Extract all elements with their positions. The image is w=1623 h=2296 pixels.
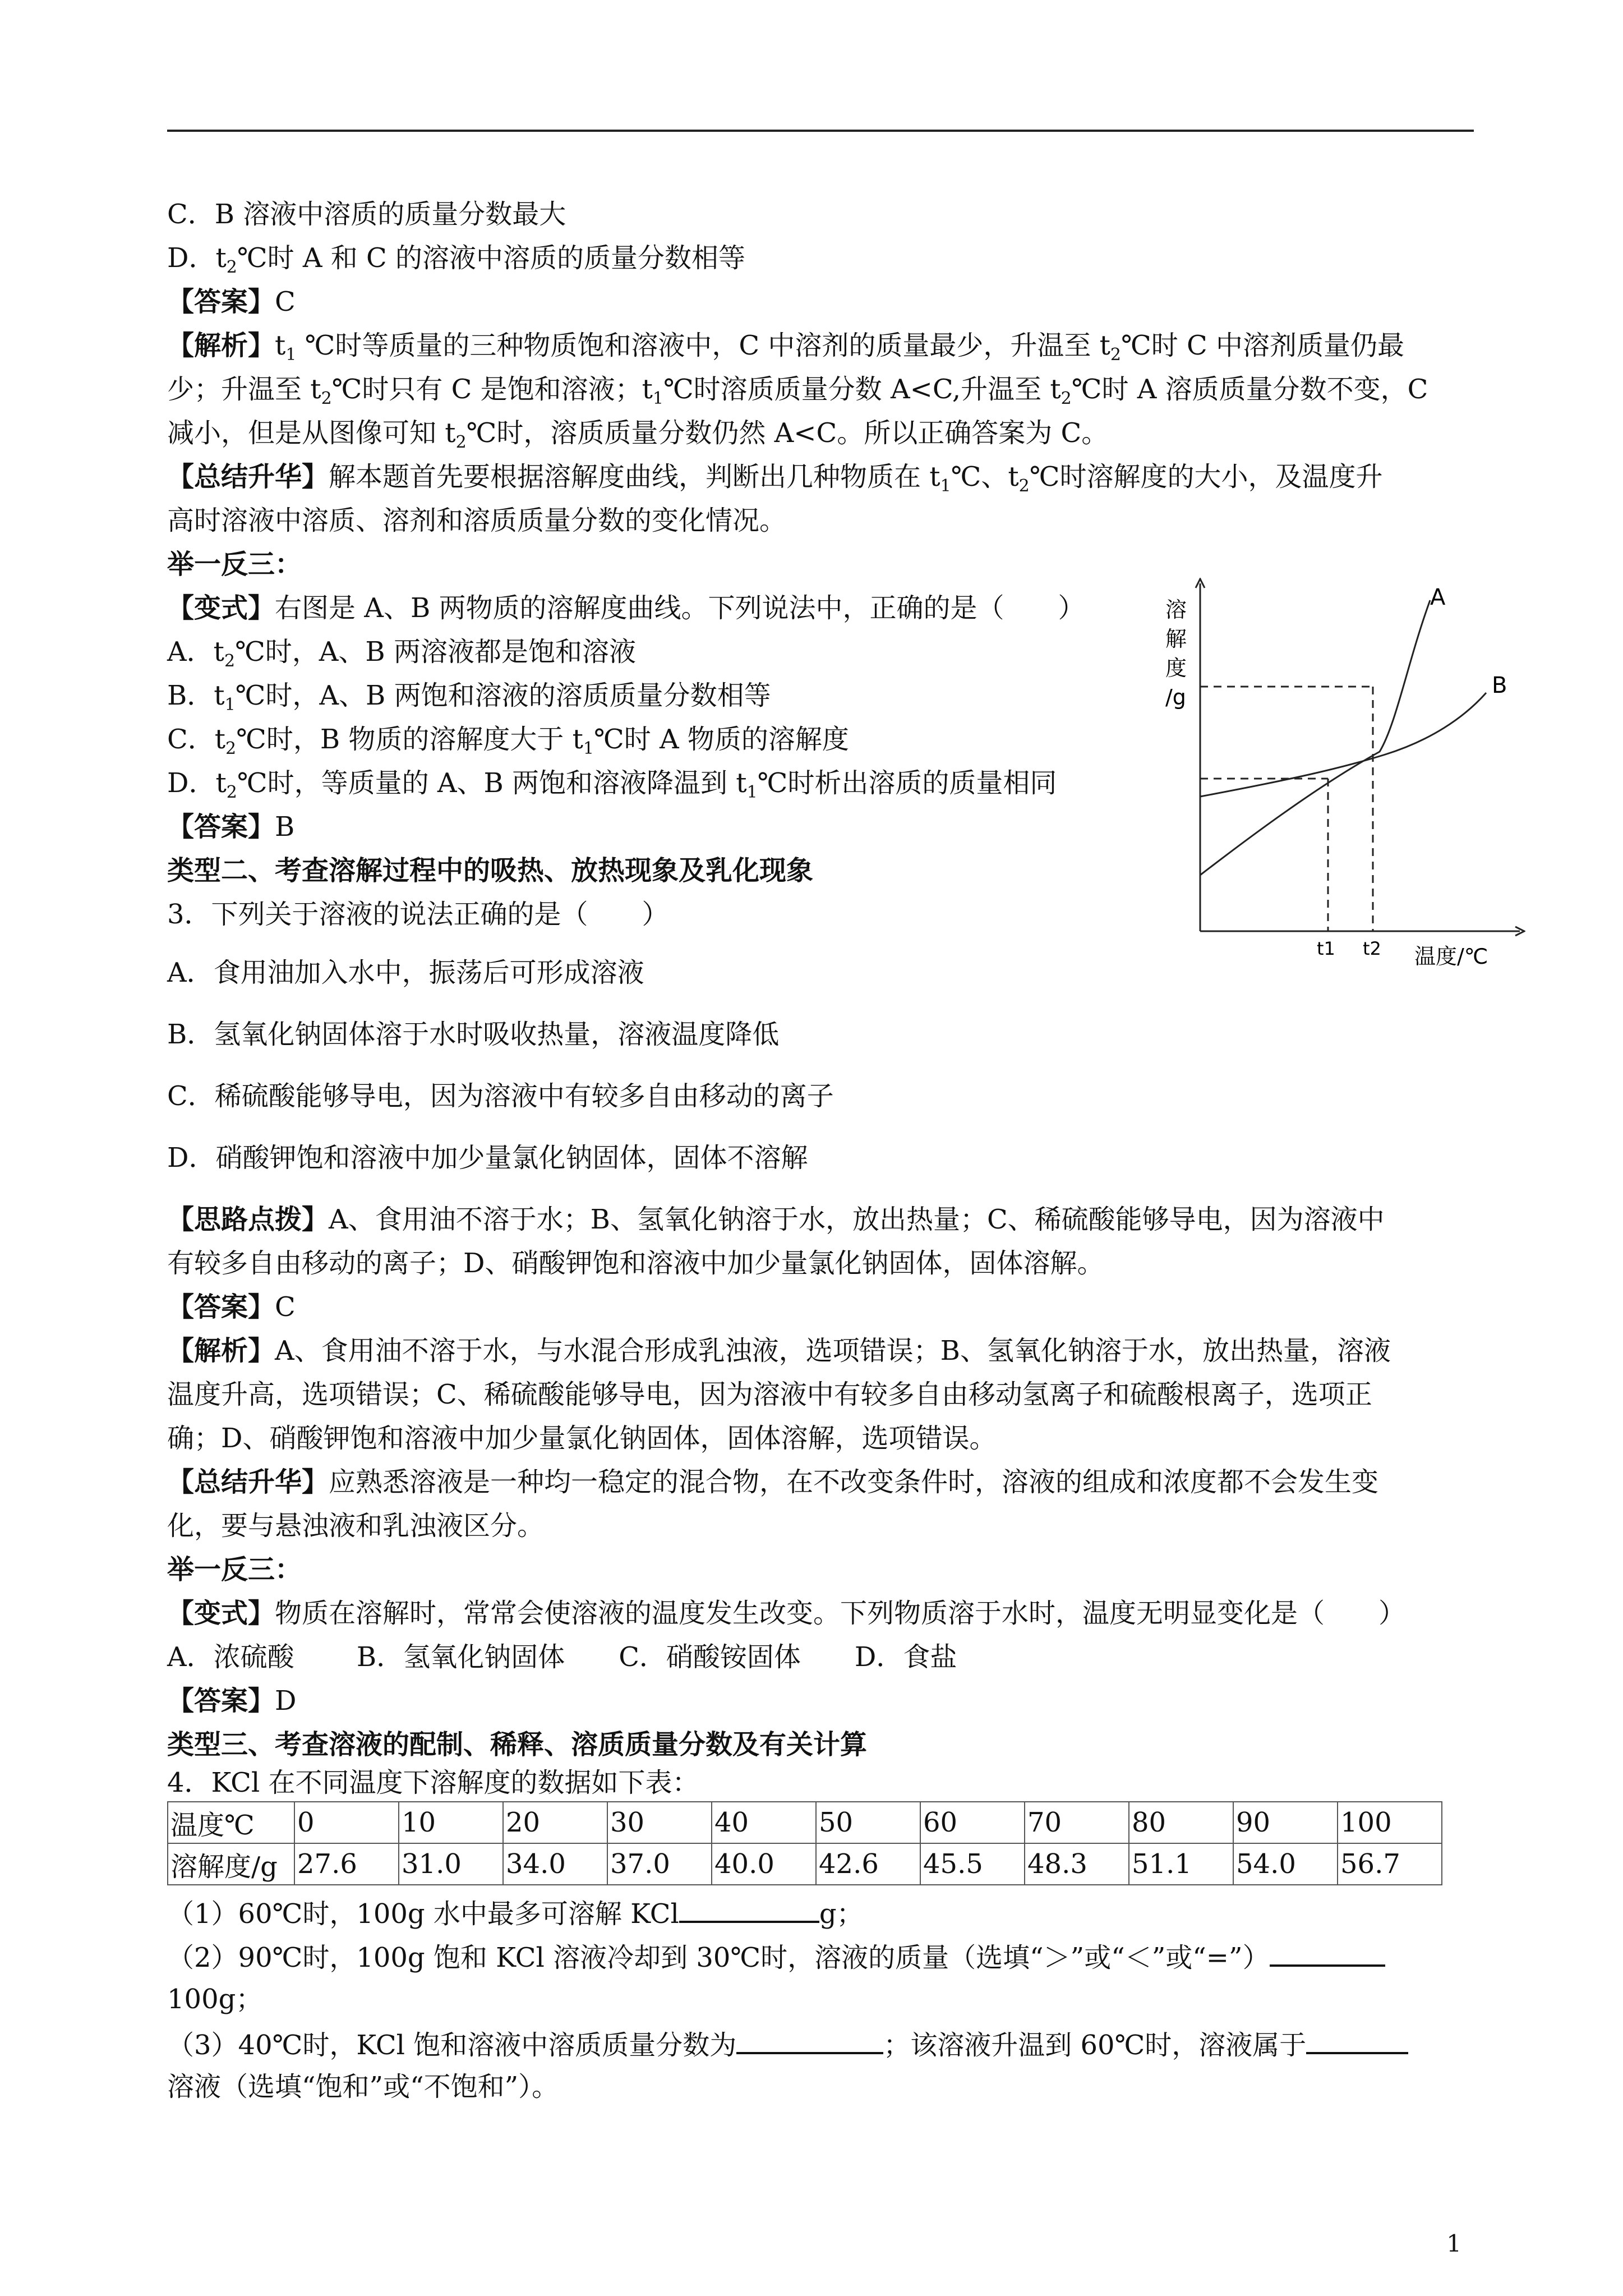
curve-b-label: B [1492,673,1507,698]
q2-analysis-line-2: 少；升温至 $t_2℃$时只有 C 是饱和溶液；$t_1℃$时溶质质量分数 A<C,升温至 $t_2℃$时 A 溶质质量分数不变，C [167,374,1428,408]
q3-analysis-line-2: 温度升高，选项错误；C、稀硫酸能够导电，因为溶液中有较多自由移动氢离子和硫酸根离子，选项正 [167,1379,1372,1410]
q2-variant-answer: 【答案】B [167,811,295,843]
q2-variant-option-c: C．$t_2℃$时，B 物质的溶解度大于 $t_1℃$时 A 物质的溶解度 [167,724,849,758]
answer-blank-2[interactable] [1270,1940,1385,1967]
q3-answer: 【答案】C [167,1291,296,1323]
q4-part-2: （2）90℃时，100g 饱和 KCl 溶液冷却到 30℃时，溶液的质量（选填“＞”或“＜”或“=”） [167,1940,1385,1973]
table-cell: 40.0 [712,1843,816,1885]
solubility-curve-figure [1150,572,1542,976]
q3-option-c: C．稀硫酸能够导电，因为溶液中有较多自由移动的离子 [167,1080,834,1112]
table-cell: 60 [920,1802,1025,1843]
q3-analysis-line-3: 确；D、硝酸钾饱和溶液中加少量氯化钠固体，固体溶解，选项错误。 [167,1423,997,1454]
table-cell: 51.1 [1129,1843,1233,1885]
curve-a-label: A [1430,585,1446,610]
table-cell: 45.5 [920,1843,1025,1885]
table-cell: 27.6 [294,1843,399,1885]
table-cell: 42.6 [816,1843,920,1885]
t2-label: t2 [1363,938,1381,959]
answer-blank-1[interactable] [679,1896,819,1923]
y-label-1: 溶 [1165,597,1187,622]
t1-label: t1 [1317,938,1335,959]
q4-part-1: （1）60℃时，100g 水中最多可溶解 KCl g； [167,1896,864,1930]
q3-summary-line-1: 【总结升华】应熟悉溶液是一种均一稳定的混合物，在不改变条件时，溶液的组成和浓度都不会发生变 [167,1466,1379,1498]
table-cell: 100 [1338,1802,1442,1843]
q3-juyi-heading: 举一反三： [167,1554,302,1585]
table-row-solubility [168,1843,1442,1885]
x-axis-label: 温度/℃ [1414,944,1488,969]
table-row-temperature [168,1802,1442,1843]
table-cell: 31.0 [399,1843,503,1885]
q2-variant-option-d: D．$t_2℃$时，等质量的 A、B 两饱和溶液降温到 $t_1℃$时析出溶质的质量相同 [167,767,1057,802]
table-cell: 20 [503,1802,607,1843]
q3-option-b: B．氢氧化钠固体溶于水时吸收热量，溶液温度降低 [167,1019,780,1050]
q2-answer: 【答案】C [167,286,296,318]
q2-option-c: C．B 溶液中溶质的质量分数最大 [167,199,566,230]
q2-variant-option-a: A．$t_2℃$时，A、B 两溶液都是饱和溶液 [167,636,636,671]
q3-stem: 3．下列关于溶液的说法正确的是（ ） [167,899,669,930]
q3-option-d: D．硝酸钾饱和溶液中加少量氯化钠固体，固体不溶解 [167,1142,808,1174]
y-label-2: 解 [1165,627,1187,651]
curve-a [1200,600,1430,875]
q2-summary-line-1: 【总结升华】解本题首先要根据溶解度曲线，判断出几种物质在 $t_1℃$、$t_2℃$时溶解度的大小，及温度升 [167,461,1383,496]
table-cell: 10 [399,1802,503,1843]
q2-summary-line-2: 高时溶液中溶质、溶剂和溶质质量分数的变化情况。 [167,505,787,536]
q3-analysis-line-1: 【解析】A、食用油不溶于水，与水混合形成乳浊液，选项错误；B、氢氧化钠溶于水，放出热量，溶液 [167,1335,1391,1366]
q4-part-3: （3）40℃时，KCl 饱和溶液中溶质质量分数为 ；该溶液升温到 60℃时，溶液属于 [167,2027,1408,2061]
kcl-solubility-table [167,1801,1442,1885]
curve-b [1200,693,1486,797]
table-cell: 50 [816,1802,920,1843]
q2-analysis-line-3: 减小，但是从图像可知 $t_2℃$时，溶质质量分数仍然 A<C。所以正确答案为 C。 [167,417,1109,452]
table-cell: 0 [294,1802,399,1843]
row-header-solubility: 溶解度/g [168,1843,294,1885]
q2-variant-option-b: B．$t_1℃$时，A、B 两饱和溶液的溶质质量分数相等 [167,680,771,715]
table-cell: 34.0 [503,1843,607,1885]
y-label-4: /g [1165,685,1186,710]
q2-variant: 【变式】右图是 A、B 两物质的溶解度曲线。下列说法中，正确的是（ ） [167,592,1085,624]
q2-option-d: D．$t_2℃$时 A 和 C 的溶液中溶质的质量分数相等 [167,242,745,277]
q3-option-a: A．食用油加入水中，振荡后可形成溶液 [167,957,644,988]
q4-part-2-continued: 100g； [167,1984,263,2015]
q4-stem: 4．KCl 在不同温度下溶解度的数据如下表： [167,1767,699,1798]
table-cell: 40 [712,1802,816,1843]
table-cell: 90 [1233,1802,1338,1843]
table-cell: 80 [1129,1802,1233,1843]
q3-hint-line-2: 有较多自由移动的离子；D、硝酸钾饱和溶液中加少量氯化钠固体，固体溶解。 [167,1248,1104,1279]
q4-part-3-continued: 溶液（选填“饱和”或“不饱和”）。 [167,2071,559,2102]
answer-blank-3[interactable] [736,2027,883,2054]
type2-title: 类型二、考查溶解过程中的吸热、放热现象及乳化现象 [167,855,814,886]
table-cell: 56.7 [1338,1843,1442,1885]
y-label-3: 度 [1165,656,1187,680]
q3-variant-options: A．浓硫酸 B．氢氧化钠固体 C．硝酸铵固体 D．食盐 [167,1641,957,1673]
q2-juyi-heading: 举一反三： [167,549,302,580]
q2-analysis-line-1: 【解析】$t_1$ ℃时等质量的三种物质饱和溶液中，C 中溶剂的质量最少，升温至 $t_2℃$时 C 中溶剂质量仍最 [167,330,1404,365]
type3-title: 类型三、考查溶液的配制、稀释、溶质质量分数及有关计算 [167,1729,868,1760]
table-cell: 48.3 [1025,1843,1129,1885]
answer-blank-4[interactable] [1306,2027,1408,2054]
row-header-temperature: 温度℃ [168,1802,294,1843]
q3-summary-line-2: 化，要与悬浊液和乳浊液区分。 [167,1510,545,1542]
table-cell: 37.0 [607,1843,712,1885]
page-number: 1 [1446,2230,1461,2257]
table-cell: 54.0 [1233,1843,1338,1885]
q3-hint-line-1: 【思路点拨】A、食用油不溶于水；B、氢氧化钠溶于水，放出热量；C、稀硫酸能够导电，因为溶液中 [167,1204,1385,1235]
table-cell: 70 [1025,1802,1129,1843]
table-cell: 30 [607,1802,712,1843]
q3-variant: 【变式】物质在溶解时，常常会使溶液的温度发生改变。下列物质溶于水时，温度无明显变化是（ ） [167,1598,1406,1629]
header-rule [167,130,1474,132]
q3-variant-answer: 【答案】D [167,1685,297,1717]
